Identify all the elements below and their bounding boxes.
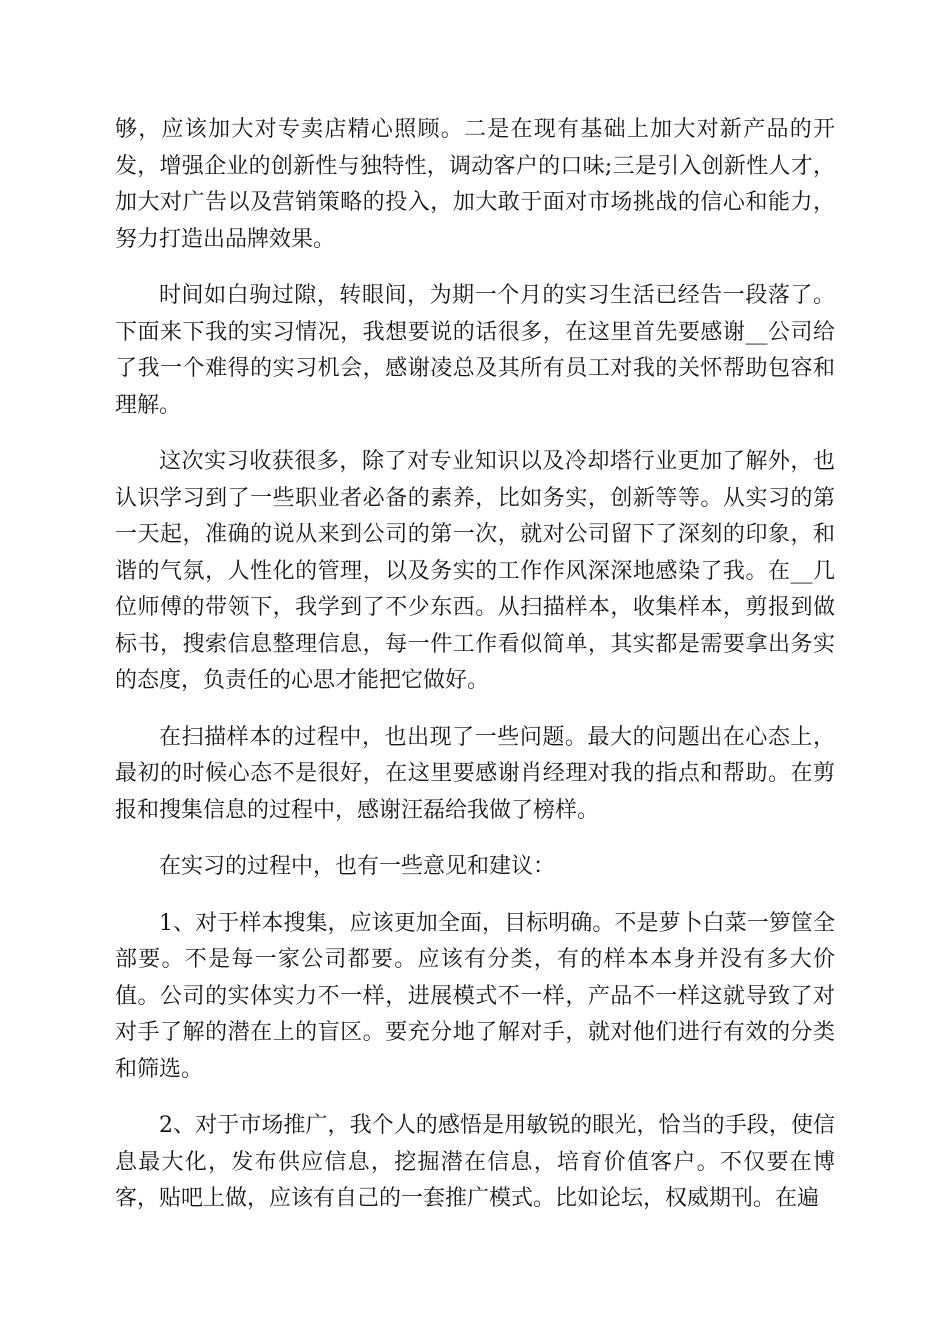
paragraph-7: 2、对于市场推广，我个人的感悟是用敏锐的眼光，恰当的手段，使信息最大化，发布供应信息，挖掘潜在信息，培育价值客户。不仅要在博客，贴吧上做，应该有自己的一套推广模式。比如论坛，权威期刊。在遍 <box>115 1113 835 1211</box>
document-body <box>115 112 835 1238</box>
paragraph-3: 这次实习收获很多，除了对专业知识以及冷却塔行业更加了解外，也认识学习到了一些职业者必备的素养，比如务实，创新等等。从实习的第一天起，准确的说从来到公司的第一次，就对公司留下了深刻的印象，和谐的气氛，人性化的管理，以及务实的工作作风深深地感染了我。在__几位师傅的带领下，我学到了不少东西。从扫描样本，收集样本，剪报到做标书，搜索信息整理信息，每一件工作看似简单，其实都是需要拿出务实的态度，负责任的心思才能把它做好。 <box>115 449 835 693</box>
paragraph-4: 在扫描样本的过程中，也出现了一些问题。最大的问题出在心态上，最初的时候心态不是很好，在这里要感谢肖经理对我的指点和帮助。在剪报和搜集信息的过程中，感谢汪磊给我做了榜样。 <box>115 724 835 823</box>
paragraph-5: 在实习的过程中，也有一些意见和建议： <box>159 854 556 879</box>
paragraph-2: 时间如白驹过隙，转眼间，为期一个月的实习生活已经告一段落了。下面来下我的实习情况，我想要说的话很多，在这里首先要感谢__公司给了我一个难得的实习机会，感谢凌总及其所有员工对我的关怀帮助包容和理解。 <box>115 283 835 418</box>
paragraph-1: 够，应该加大对专卖店精心照顾。二是在现有基础上加大对新产品的开发，增强企业的创新性与独特性，调动客户的口味;三是引入创新性人才，加大对广告以及营销策略的投入，加大敢于面对市场挑战的信心和能力，努力打造出品牌效果。 <box>115 117 835 252</box>
paragraph-6: 1、对于样本搜集，应该更加全面，目标明确。不是萝卜白菜一箩筐全部要。不是每一家公司都要。应该有分类，有的样本本身并没有多大价值。公司的实体实力不一样，进展模式不一样，产品不一样这就导致了对对手了解的潜在上的盲区。要充分地了解对手，就对他们进行有效的分类和筛选。 <box>115 910 835 1082</box>
